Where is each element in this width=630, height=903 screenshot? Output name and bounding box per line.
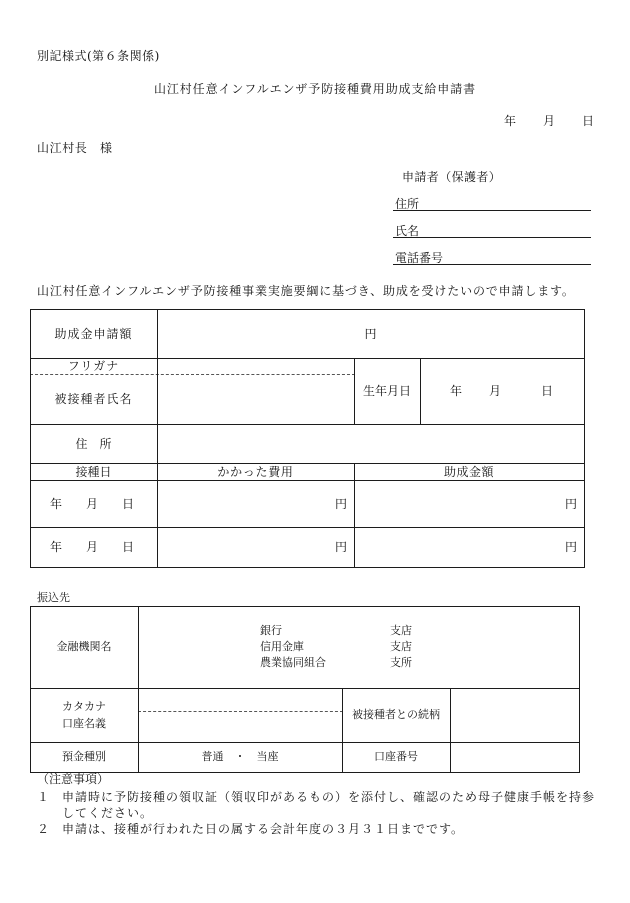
row-2-cost-unit: 円 <box>334 540 347 554</box>
recipient-address-label: 住 所 <box>75 436 112 451</box>
applicant-address-underline <box>393 210 591 211</box>
account-holder-name-field <box>138 711 342 742</box>
account-number-field <box>450 742 579 772</box>
katakana-label: カタカナ <box>62 700 106 713</box>
column-header-cost: かかった費用 <box>217 464 294 479</box>
table-rule <box>584 309 585 568</box>
institution-type-bank: 銀行 <box>260 624 282 637</box>
recipient-name-label: 被接種者氏名 <box>54 392 133 406</box>
account-name-label: 口座名義 <box>62 717 106 730</box>
institution-type-agricultural-coop: 農業協同組合 <box>260 656 326 669</box>
row-1-cost-unit: 円 <box>334 496 347 511</box>
financial-institution-label: 金融機関名 <box>56 640 112 653</box>
form-title: 山江村任意インフルエンザ予防接種費用助成支給申請書 <box>153 82 477 96</box>
institution-branch-bank: 支店 <box>390 624 412 637</box>
notes-heading: （注意事項） <box>37 772 110 786</box>
deposit-type-label: 預金種別 <box>62 750 106 763</box>
recipient-name-field <box>157 374 354 424</box>
note-1-line-2: してください。 <box>62 806 154 820</box>
addressee: 山江村長 様 <box>37 141 113 155</box>
note-2-number: ２ <box>37 822 50 836</box>
furigana-label: フリガナ <box>67 359 120 373</box>
applicant-name-underline <box>393 237 591 238</box>
column-header-vaccination-date: 接種日 <box>75 464 112 479</box>
applicant-heading: 申請者（保護者） <box>402 170 502 184</box>
row-1-subsidy-unit: 円 <box>564 496 577 511</box>
applicant-phone-underline <box>393 264 591 265</box>
applicant-address-label: 住所 <box>395 197 420 211</box>
note-2-line-1: 申請は、接種が行われた日の属する会計年度の３月３１日までです。 <box>62 822 465 836</box>
table-rule <box>30 567 585 568</box>
transfer-table <box>30 606 580 773</box>
relationship-field <box>450 688 579 742</box>
application-statement: 山江村任意インフルエンザ予防接種事業実施要綱に基づき、助成を受けたいので申請します。 <box>37 284 575 298</box>
row-2-vaccination-date: 年 月 日 <box>50 540 135 554</box>
institution-branch-credit-union: 支店 <box>390 640 412 653</box>
institution-branch-agricultural-coop: 支所 <box>390 656 412 669</box>
transfer-heading: 振込先 <box>37 591 70 604</box>
row-1-vaccination-date: 年 月 日 <box>50 496 135 511</box>
account-holder-kana-field <box>138 688 342 711</box>
column-header-subsidy: 助成金額 <box>443 464 494 479</box>
application-date: 年 月 日 <box>504 114 596 128</box>
note-1-number: １ <box>37 790 50 804</box>
birthdate-label: 生年月日 <box>362 384 411 398</box>
application-table <box>30 309 585 568</box>
account-holder-label <box>30 688 138 742</box>
furigana-field <box>157 358 354 374</box>
table-rule <box>30 772 580 773</box>
applicant-phone-label: 電話番号 <box>395 251 444 265</box>
birthdate-value: 年 月 日 <box>449 384 554 398</box>
table-rule <box>579 606 580 773</box>
deposit-type-options: 普通 ・ 当座 <box>201 750 279 763</box>
account-number-label: 口座番号 <box>374 750 418 763</box>
note-1-line-1: 申請時に予防接種の領収証（領収印があるもの）を添付し、確認のため母子健康手帳を持参 <box>62 790 596 804</box>
subsidy-amount-unit: 円 <box>364 326 377 341</box>
relationship-label: 被接種者との続柄 <box>352 708 440 721</box>
institution-type-credit-union: 信用金庫 <box>260 640 304 653</box>
row-2-subsidy-unit: 円 <box>564 540 577 554</box>
recipient-address-field <box>157 424 584 463</box>
applicant-name-label: 氏名 <box>395 224 420 238</box>
form-annex-label: 別記様式(第６条関係) <box>37 49 160 63</box>
subsidy-amount-label: 助成金申請額 <box>54 326 133 341</box>
